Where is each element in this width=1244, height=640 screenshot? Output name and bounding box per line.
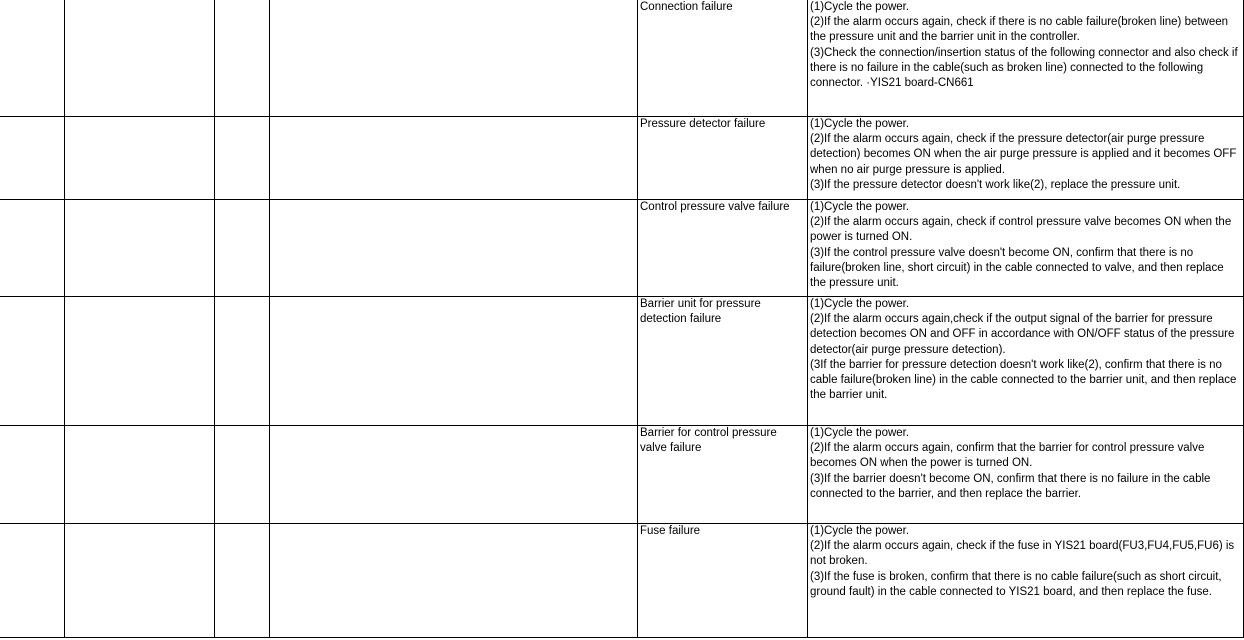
table-row <box>0 200 1244 297</box>
cause-cell <box>638 524 808 638</box>
empty-cell <box>215 297 270 426</box>
remedy-step: (2)If the alarm occurs again, check if the pressure detector(air purge pressure detection) becomes ON when the air purge pressure is applied and it becomes OFF when no air purge pressure is applied. <box>810 133 1237 176</box>
remedy-cell <box>808 426 1244 524</box>
remedy-step: (2)If the alarm occurs again, check if there is no cable failure(broken line) between the pressure unit and the barrier unit in the controller. <box>810 16 1229 44</box>
remedy-cell <box>808 117 1244 200</box>
empty-cell <box>270 200 638 297</box>
remedy-step: (3)If the control pressure valve doesn't become ON, confirm that there is no failure(broken line, short circuit) in the cable connected to valve, and then replace the pressure unit. <box>810 246 1224 290</box>
empty-cell <box>215 426 270 524</box>
remedy-step: (1)Cycle the power. <box>810 525 910 537</box>
cause-cell <box>638 117 808 200</box>
empty-cell <box>215 524 270 638</box>
remedy-step: (1)Cycle the power. <box>810 201 910 213</box>
remedy-step: (3)If the barrier doesn't become ON, confirm that there is no failure in the cable connected to the barrier, and then replace the barrier. <box>810 472 1211 500</box>
empty-cell <box>65 524 215 638</box>
remedy-step: (1)Cycle the power. <box>810 118 910 130</box>
remedy-cell <box>808 297 1244 426</box>
table-row <box>0 117 1244 200</box>
empty-cell <box>0 524 65 638</box>
table-row <box>0 524 1244 638</box>
cause-text: Control pressure valve failure <box>640 201 790 213</box>
remedy-step: (2)If the alarm occurs again, confirm that the barrier for control pressure valve becomes ON when the power is turned ON. <box>810 442 1205 470</box>
empty-cell <box>270 297 638 426</box>
remedy-step: (3If the barrier for pressure detection doesn't work like(2), confirm that there is no cable failure(broken line) in the cable connected to the barrier unit, and then replace the barrier unit. <box>810 358 1237 402</box>
empty-cell <box>65 0 215 117</box>
cause-text: Barrier unit for pressure detection failure <box>640 298 761 326</box>
empty-cell <box>270 117 638 200</box>
cause-cell <box>638 297 808 426</box>
cause-cell <box>638 200 808 297</box>
cause-text: Fuse failure <box>640 525 701 537</box>
empty-cell <box>270 524 638 638</box>
cause-text: Connection failure <box>640 1 733 13</box>
empty-cell <box>270 426 638 524</box>
remedy-cell <box>808 200 1244 297</box>
empty-cell <box>65 117 215 200</box>
table-row <box>0 0 1244 117</box>
empty-cell <box>65 297 215 426</box>
empty-cell <box>0 297 65 426</box>
empty-cell <box>270 0 638 117</box>
remedy-step: (1)Cycle the power. <box>810 427 910 439</box>
empty-cell <box>65 200 215 297</box>
remedy-step: (2)If the alarm occurs again, check if the fuse in YIS21 board(FU3,FU4,FU5,FU6) is not broken. <box>810 540 1235 568</box>
remedy-step: (3)Check the connection/insertion status of the following connector and also check if there is no failure in the cable(such as broken line) connected to the following connector. ·YIS21 board-CN661 <box>810 46 1238 90</box>
empty-cell <box>215 0 270 117</box>
remedy-step: (3)If the fuse is broken, confirm that there is no cable failure(such as short circuit, ground fault) in the cable connected to YIS21 board, and then replace the fuse. <box>810 570 1222 598</box>
remedy-cell <box>808 0 1244 117</box>
cause-cell <box>638 0 808 117</box>
empty-cell <box>215 117 270 200</box>
table-row <box>0 426 1244 524</box>
remedy-step: (1)Cycle the power. <box>810 298 910 310</box>
empty-cell <box>0 200 65 297</box>
empty-cell <box>0 426 65 524</box>
empty-cell <box>0 117 65 200</box>
empty-cell <box>0 0 65 117</box>
table-row <box>0 297 1244 426</box>
remedy-step: (1)Cycle the power. <box>810 1 910 13</box>
empty-cell <box>215 200 270 297</box>
remedy-cell <box>808 524 1244 638</box>
cause-text: Pressure detector failure <box>640 118 766 130</box>
empty-cell <box>65 426 215 524</box>
cause-text: Barrier for control pressure valve failure <box>640 427 777 455</box>
cause-cell <box>638 426 808 524</box>
remedy-step: (2)If the alarm occurs again,check if the output signal of the barrier for pressure detection becomes ON and OFF in accordance with ON/OFF status of the pressure detector(air purge pressure detection). <box>810 313 1235 356</box>
remedy-step: (3)If the pressure detector doesn't work like(2), replace the pressure unit. <box>810 178 1181 191</box>
remedy-step: (2)If the alarm occurs again, check if control pressure valve becomes ON when the power is turned ON. <box>810 216 1232 244</box>
